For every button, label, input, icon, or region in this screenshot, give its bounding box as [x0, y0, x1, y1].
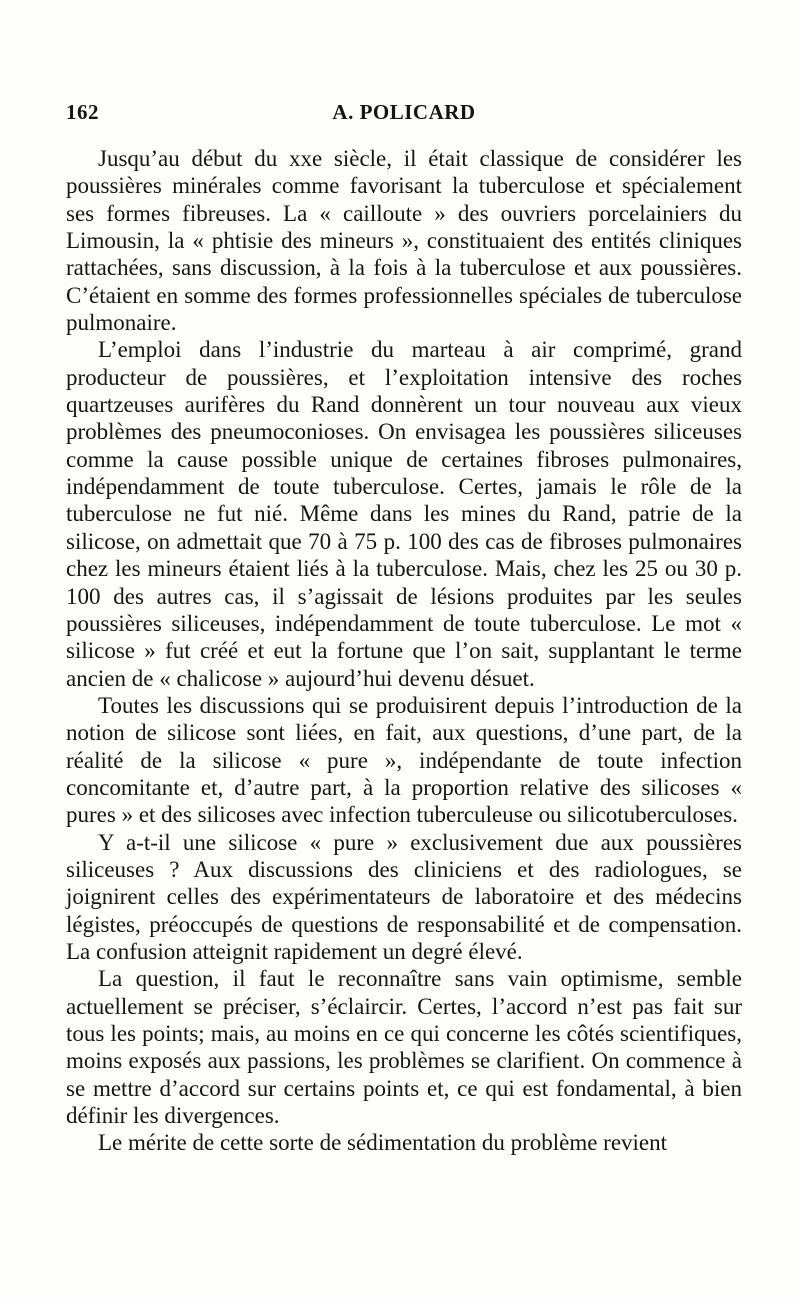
- running-title: A. POLICARD: [332, 100, 476, 124]
- paragraph-3: Toutes les discussions qui se produisirent depuis l’introduction de la notion de silicose sont liées, en fait, aux questions, d’une part, de la réalité de la silicose « pure », indépendante de toute infection concomitante et, d’autre part, à la proportion relative des silicoses « pures » et des silicoses avec infection tuberculeuse ou silicotuberculoses.: [66, 692, 742, 828]
- paragraph-6: Le mérite de cette sorte de sédimentation du problème revient: [98, 1130, 668, 1156]
- body-text: [66, 145, 742, 1157]
- paragraph-4: Y a-t-il une silicose « pure » exclusivement due aux poussières siliceuses ? Aux discussions des cliniciens et des radiologues, se joignirent celles des expérimentateurs de laboratoire et des médecins légistes, préoccupés de questions de responsabilité et de compensation. La confusion atteignit rapidement un degré élevé.: [66, 829, 742, 964]
- paragraph-5: La question, il faut le reconnaître sans vain optimisme, semble actuellement se préciser, s’éclaircir. Certes, l’accord n’est pas fait sur tous les points; mais, au moins en ce qui concerne les côtés scientifiques, moins exposés aux passions, les problèmes se clarifient. On commence à se mettre d’accord sur certains points et, ce qui est fondamental, à bien définir les divergences.: [66, 966, 742, 1129]
- running-head: [66, 100, 742, 130]
- paragraph-1: Jusqu’au début du xxe siècle, il était classique de considérer les poussières minérales comme favorisant la tuberculose et spécialement ses formes fibreuses. La « cailloute » des ouvriers porcelainiers du Limousin, la « phtisie des mineurs », constituaient des entités cliniques rattachées, sans discussion, à la fois à la tuberculose et aux poussières. C’étaient en somme des formes professionnelles spéciales de tuberculose pulmonaire.: [66, 146, 742, 336]
- page-number: 162: [66, 100, 99, 124]
- paragraph-2: L’emploi dans l’industrie du marteau à air comprimé, grand producteur de poussières, et l’exploitation intensive des roches quartzeuses aurifères du Rand donnèrent un tour nouveau aux vieux problèmes des pneumoconioses. On envisagea les poussières siliceuses comme la cause possible unique de certaines fibroses pulmonaires, indépendamment de toute tuberculose. Certes, jamais le rôle de la tuberculose ne fut nié. Même dans les mines du Rand, patrie de la silicose, on admettait que 70 à 75 p. 100 des cas de fibroses pulmonaires chez les mineurs étaient liés à la tuberculose. Mais, chez les 25 ou 30 p. 100 des autres cas, il s’agissait de lésions produites par les seules poussières siliceuses, indépendamment de toute tuberculose. Le mot « silicose » fut créé et eut la fortune que l’on sait, supplantant le terme ancien de « chalicose » aujourd’hui devenu désuet.: [66, 337, 742, 691]
